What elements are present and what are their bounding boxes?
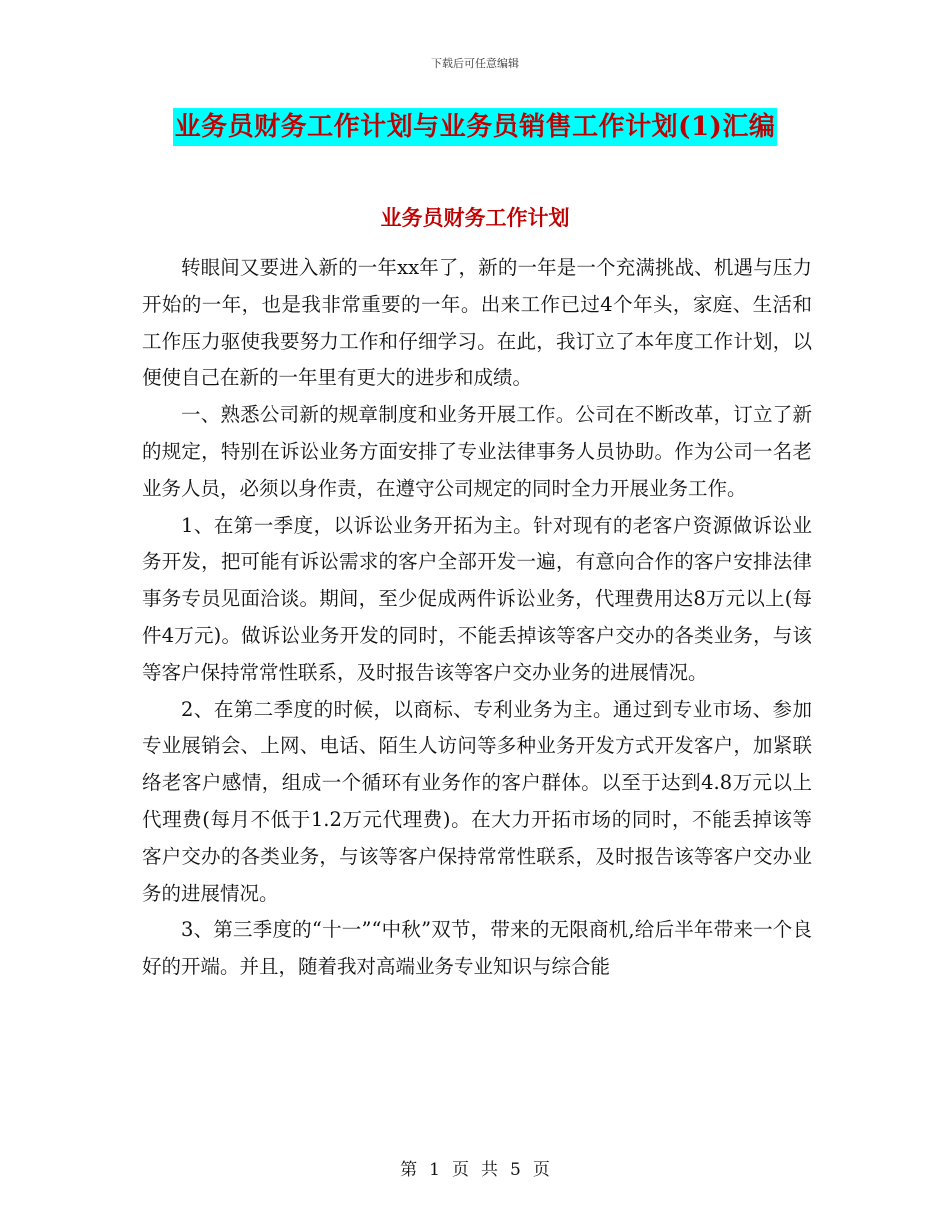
page-total: 5 <box>510 1160 521 1180</box>
page-footer <box>0 1155 950 1180</box>
section-title: 业务员财务工作计划 <box>380 205 570 230</box>
document-body <box>142 250 812 986</box>
paragraph: 2、在第二季度的时候，以商标、专利业务为主。通过到专业市场、参加专业展销会、上网、电话、陌生人访问等多种业务开发方式开发客户，加紧联络老客户感情，组成一个循环有业务作的客户群体。以至于达到4.8万元以上代理费(每月不低于1.2万元代理费)。在大力开拓市场的同时，不能丢掉该等客户交办的各类业务，与该等客户保持常常性联系，及时报告该等客户交办业务的进展情况。 <box>142 697 812 905</box>
page-number: 1 <box>429 1160 440 1180</box>
footer-total-label: 共 <box>481 1160 498 1180</box>
footer-prefix: 第 <box>400 1160 418 1180</box>
paragraph: 1、在第一季度，以诉讼业务开拓为主。针对现有的老客户资源做诉讼业务开发，把可能有诉讼需求的客户全部开发一遍，有意向合作的客户安排法律事务专员见面洽谈。期间，至少促成两件诉讼业务，代理费用达8万元以上(每件4万元)。做诉讼业务开发的同时，不能丢掉该等客户交办的各类业务，与该等客户保持常常性联系，及时报告该等客户交办业务的进展情况。 <box>142 513 812 684</box>
page-header-note: 下载后可任意编辑 <box>431 57 519 70</box>
footer-page-label: 页 <box>452 1160 469 1180</box>
document-title: 业务员财务工作计划与业务员销售工作计划(1)汇编 <box>173 108 778 146</box>
document-title-container <box>0 108 950 146</box>
paragraph: 一、熟悉公司新的规章制度和业务开展工作。公司在不断改革，订立了新的规定，特别在诉讼业务方面安排了专业法律事务人员协助。作为公司一名老业务人员，必须以身作责，在遵守公司规定的同时全力开展业务工作。 <box>142 403 812 500</box>
footer-suffix: 页 <box>532 1160 550 1180</box>
paragraph: 3、第三季度的“十一”“中秋”双节，带来的无限商机,给后半年带来一个良好的开端。并且，随着我对高端业务专业知识与综合能 <box>142 918 812 979</box>
paragraph: 转眼间又要进入新的一年xx年了，新的一年是一个充满挑战、机遇与压力开始的一年，也是我非常重要的一年。出来工作已过4个年头，家庭、生活和工作压力驱使我要努力工作和仔细学习。在此，我订立了本年度工作计划，以便使自己在新的一年里有更大的进步和成绩。 <box>142 256 812 390</box>
